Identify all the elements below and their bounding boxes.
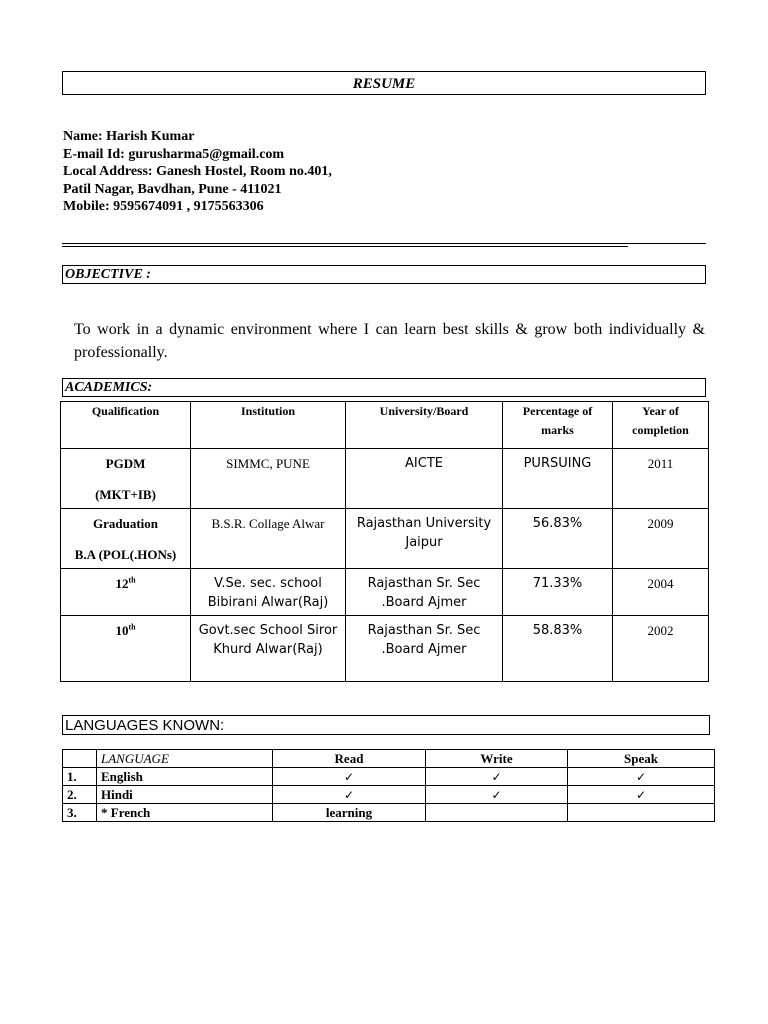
speak-status (568, 804, 715, 822)
percentage-cell: PURSUING (503, 449, 613, 509)
qualification-name: PGDM (105, 456, 146, 471)
header-read: Read (273, 750, 426, 768)
contact-block (63, 128, 332, 216)
percentage-cell: 58.83% (503, 616, 613, 682)
header-year: Year of completion (613, 402, 709, 449)
languages-header-row (63, 750, 715, 768)
language-name: Hindi (97, 786, 273, 804)
read-status: learning (273, 804, 426, 822)
table-row (61, 569, 709, 616)
language-name: English (97, 768, 273, 786)
check-icon (568, 768, 715, 786)
check-icon (568, 786, 715, 804)
objective-text: To work in a dynamic environment where I can learn best skills & grow both individually & professionally. (74, 321, 705, 361)
table-row (61, 449, 709, 509)
contact-mobile: Mobile: 9595674091 , 9175563306 (63, 199, 264, 214)
qualification-name: 10 (115, 623, 129, 638)
divider-line-secondary (62, 246, 628, 247)
header-number (63, 750, 97, 768)
qualification-suffix: th (128, 622, 136, 632)
academics-table (60, 401, 709, 682)
percentage-cell: 71.33% (503, 569, 613, 616)
header-write: Write (426, 750, 568, 768)
institution-cell: V.Se. sec. school Bibirani Alwar(Raj) (191, 569, 346, 616)
academics-heading: ACADEMICS: (62, 378, 706, 397)
academics-header-row (61, 402, 709, 449)
table-row (61, 616, 709, 682)
write-status (426, 804, 568, 822)
qualification-cell (61, 569, 191, 616)
speak-check-icon: ✓ (635, 769, 647, 784)
table-row (63, 804, 715, 822)
contact-address-line1: Local Address: Ganesh Hostel, Room no.401, (63, 164, 332, 179)
table-row (61, 509, 709, 569)
languages-table (62, 749, 715, 822)
write-check-icon: ✓ (491, 787, 502, 802)
objective-heading: OBJECTIVE : (62, 265, 706, 284)
table-row (63, 786, 715, 804)
qualification-cell (61, 616, 191, 682)
header-percentage: Percentage of marks (503, 402, 613, 449)
languages-heading: LANGUAGES KNOWN: (62, 715, 710, 735)
qualification-name: 12 (115, 576, 129, 591)
year-cell: 2002 (613, 616, 709, 682)
board-cell: Rajasthan University Jaipur (346, 509, 503, 569)
divider-line (62, 243, 706, 244)
speak-check-icon: ✓ (635, 787, 647, 802)
percentage-cell: 56.83% (503, 509, 613, 569)
check-icon (273, 768, 426, 786)
board-cell: Rajasthan Sr. Sec .Board Ajmer (346, 616, 503, 682)
read-check-icon: ✓ (343, 787, 355, 802)
year-cell: 2009 (613, 509, 709, 569)
year-cell: 2011 (613, 449, 709, 509)
write-check-icon: ✓ (491, 769, 502, 784)
header-qualification: Qualification (61, 402, 191, 449)
institution-cell: B.S.R. Collage Alwar (191, 509, 346, 569)
year-cell: 2004 (613, 569, 709, 616)
qualification-name: Graduation (92, 516, 158, 531)
contact-email: E-mail Id: gurusharma5@gmail.com (63, 146, 285, 162)
header-language: LANGUAGE (97, 750, 273, 768)
header-speak: Speak (568, 750, 715, 768)
qualification-cell (61, 449, 191, 509)
institution-cell: Govt.sec School Siror Khurd Alwar(Raj) (191, 616, 346, 682)
table-row (63, 768, 715, 786)
resume-title: RESUME (62, 71, 706, 95)
read-check-icon: ✓ (343, 769, 355, 784)
check-icon (426, 768, 568, 786)
institution-cell: SIMMC, PUNE (191, 449, 346, 509)
qualification-suffix: th (128, 575, 136, 585)
board-cell: AICTE (346, 449, 503, 509)
contact-address-line2: Patil Nagar, Bavdhan, Pune - 411021 (63, 181, 282, 197)
header-institution: Institution (191, 402, 346, 449)
row-number: 2. (63, 786, 97, 804)
language-name: * French (97, 804, 273, 822)
check-icon (426, 786, 568, 804)
board-cell: Rajasthan Sr. Sec .Board Ajmer (346, 569, 503, 616)
qualification-detail: B.A (POL(.HONs) (74, 547, 177, 562)
qualification-detail: (MKT+IB) (95, 487, 156, 502)
header-university: University/Board (346, 402, 503, 449)
row-number: 3. (63, 804, 97, 822)
check-icon (273, 786, 426, 804)
contact-name: Name: Harish Kumar (63, 129, 195, 144)
qualification-cell (61, 509, 191, 569)
row-number: 1. (63, 768, 97, 786)
